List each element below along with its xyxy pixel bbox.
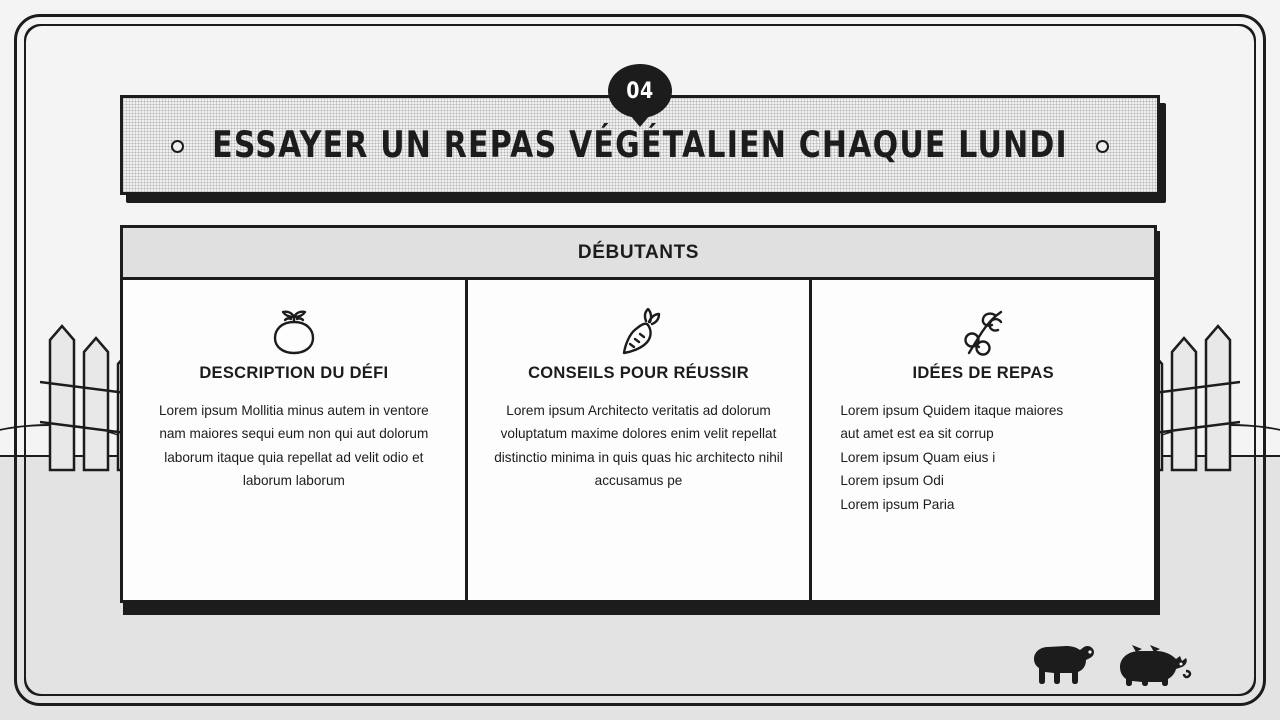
slide-number: 04 [626, 78, 654, 104]
corner-ornament-top-right [1222, 24, 1256, 58]
banner-dot-left-icon [171, 140, 184, 153]
page-title: ESSAYER UN REPAS VÉGÉTALIEN CHAQUE LUNDI [212, 123, 1068, 167]
column-tips [465, 280, 810, 600]
content-card-body [120, 225, 1157, 603]
list-item: Lorem ipsum Quam eius i [840, 449, 996, 465]
section-header-label: DÉBUTANTS [577, 241, 700, 263]
list-item: Lorem ipsum Quidem itaque maiores [840, 403, 1064, 418]
column-title: DESCRIPTION DU DÉFI [199, 364, 389, 382]
content-card [120, 225, 1160, 615]
corner-ornament-top-left [24, 24, 58, 58]
section-header [123, 228, 1154, 280]
list-item: Lorem ipsum Paria [840, 496, 955, 512]
column-body-text: Lorem ipsum Mollitia minus autem in ventore nam maiores sequi eum non qui aut dolorum laborum itaque quia repellat ad velit odio et laborum laborum [158, 403, 429, 489]
column-title: CONSEILS POUR RÉUSSIR [528, 364, 749, 382]
columns-container [123, 280, 1154, 600]
animal-decor-group [1030, 641, 1192, 692]
list-item: Lorem ipsum Odi [840, 473, 944, 489]
pig-icon [1114, 643, 1192, 692]
tomato-icon [268, 306, 320, 358]
carrot-icon [613, 306, 665, 358]
banner-dot-right-icon [1096, 140, 1109, 153]
column-meal-ideas [809, 280, 1154, 600]
column-body-list [834, 399, 1063, 516]
slide-number-bubble [608, 64, 672, 118]
broccoli-icon [957, 306, 1009, 358]
sheep-icon [1030, 641, 1102, 692]
column-challenge-description [123, 280, 465, 600]
list-item: aut amet est ea sit corrup [840, 426, 994, 442]
column-title: IDÉES DE REPAS [912, 364, 1054, 382]
column-body-text: Lorem ipsum Architecto veritatis ad dolorum voluptatum maxime dolores enim velit repellat distinctio minima in quis quas hic architecto nihil accusamus pe [494, 403, 783, 489]
